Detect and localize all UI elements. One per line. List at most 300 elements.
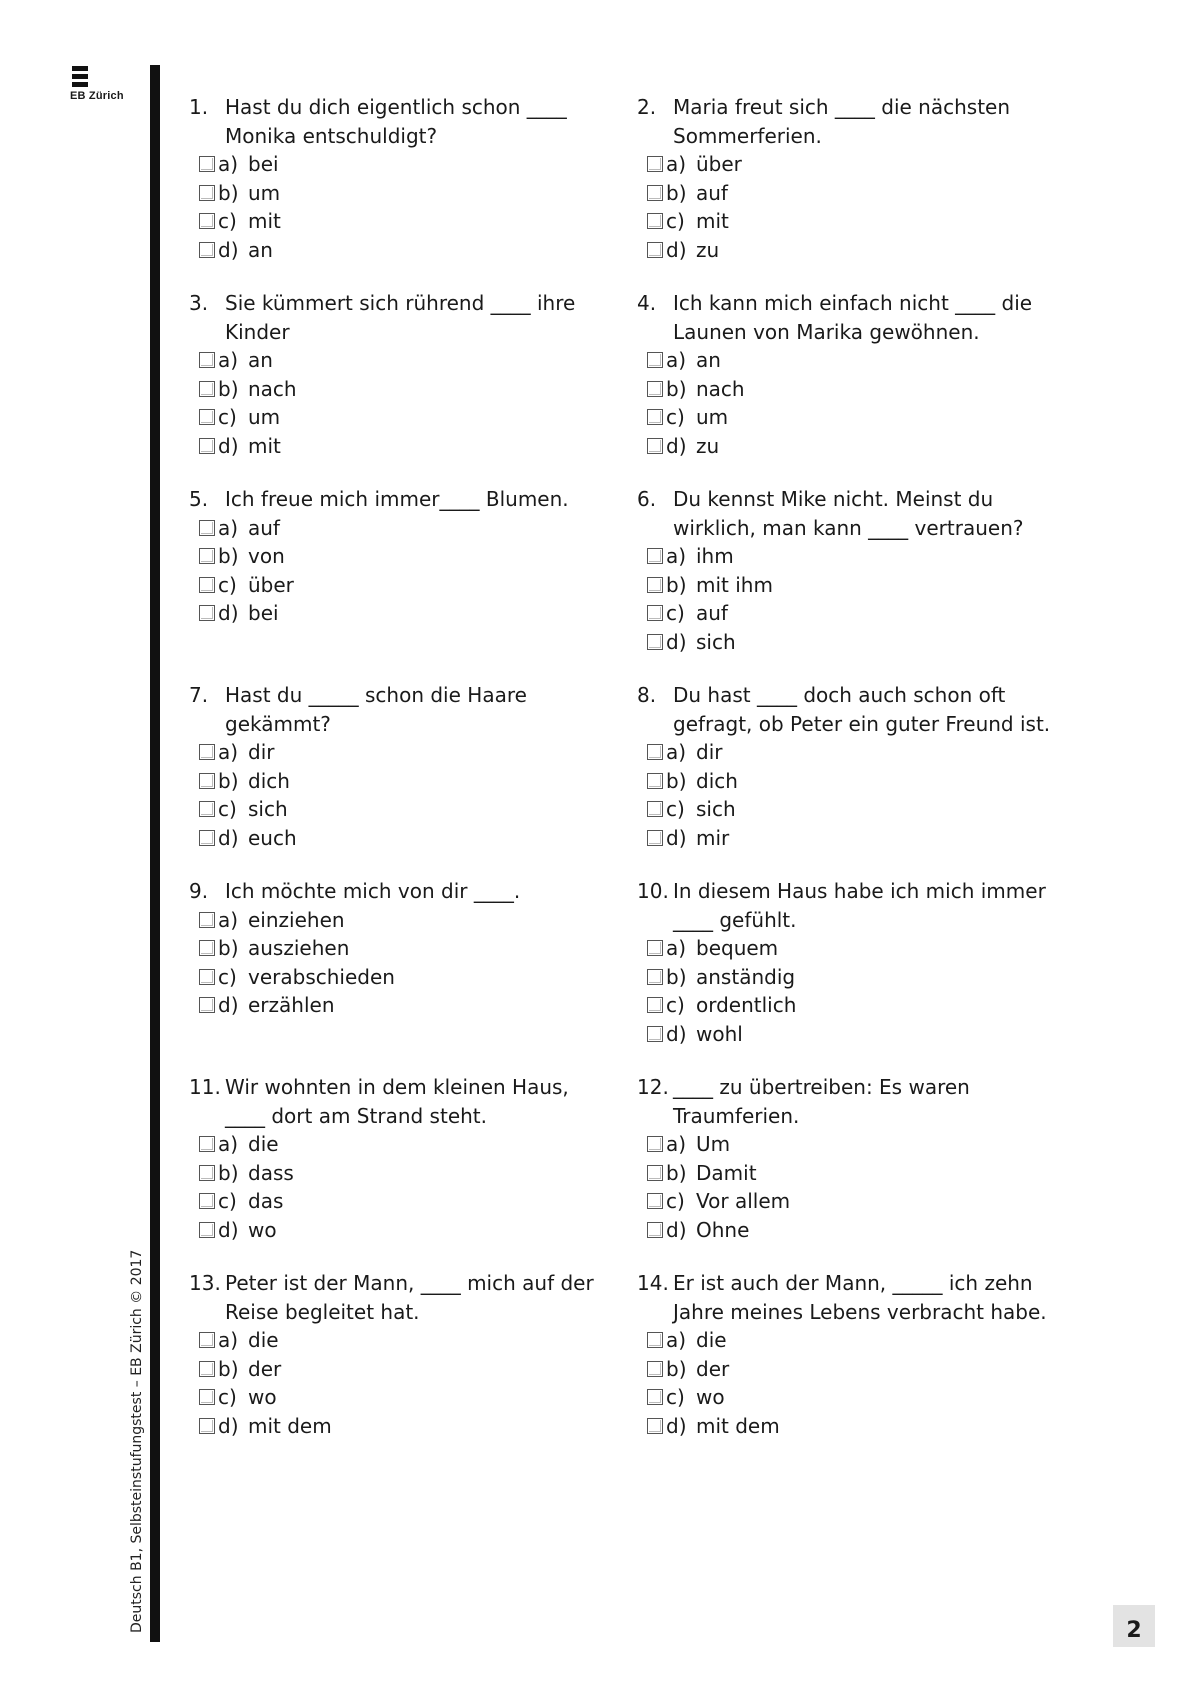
checkbox[interactable] [647,1332,663,1348]
checkbox[interactable] [647,744,663,760]
question-header [637,1269,1057,1326]
question-header [637,485,1057,542]
option-letter: a) [218,152,239,176]
option-text: mit [696,209,729,233]
answer-option[interactable] [199,1159,609,1188]
vertical-divider-bar [150,65,160,1642]
option-text: zu [696,433,720,458]
option-text: wo [248,1217,277,1242]
question-header [189,681,609,738]
question-number: 5. [189,487,209,511]
checkbox[interactable] [647,381,663,397]
option-text: einziehen [248,907,345,932]
checkbox[interactable] [647,185,663,201]
question-number: 1. [189,95,209,119]
question-header [637,681,1057,738]
question-11 [189,1073,609,1244]
option-letter: a) [666,544,687,568]
option-text: Ohne [696,1217,750,1242]
option-letter: a) [666,152,687,176]
option-text: über [248,572,294,597]
answer-option[interactable] [199,906,609,935]
answer-option[interactable] [647,432,1057,461]
answer-option[interactable] [199,767,609,796]
answer-option[interactable] [647,403,1057,432]
option-letter: c) [666,405,685,429]
checkbox[interactable] [199,213,215,229]
option-text: nach [696,376,745,401]
checkbox[interactable] [199,1222,215,1238]
checkbox[interactable] [647,605,663,621]
answer-option[interactable] [647,1130,1057,1159]
question-number: 7. [189,683,209,707]
option-letter: d) [666,825,687,850]
question-text: Hast du _____ schon die Haare gekämmt? [225,683,527,736]
answer-option[interactable] [199,403,609,432]
option-letter: b) [218,768,239,793]
checkbox[interactable] [647,997,663,1013]
option-text: nach [248,376,297,401]
answer-options [647,738,1057,852]
checkbox[interactable] [647,773,663,789]
option-letter: c) [218,1189,237,1213]
option-text: mit dem [696,1413,780,1438]
option-letter: b) [666,180,687,205]
logo-text: EB Zürich [70,90,124,102]
option-letter: c) [218,1385,237,1409]
question-12 [637,1073,1057,1244]
answer-option[interactable] [199,179,609,208]
checkbox[interactable] [199,438,215,454]
checkbox[interactable] [647,1026,663,1042]
answer-options [199,738,609,852]
checkbox[interactable] [199,773,215,789]
option-letter: d) [666,1021,687,1046]
answer-options [199,150,609,264]
option-letter: a) [218,1328,239,1352]
answer-option[interactable] [199,824,609,853]
question-number: 8. [637,683,657,707]
checkbox[interactable] [199,1389,215,1405]
option-letter: b) [666,1160,687,1185]
option-letter: d) [218,1413,239,1438]
option-text: um [248,180,281,205]
checkbox[interactable] [647,969,663,985]
answer-option[interactable] [647,150,1057,179]
option-text: die [696,1328,727,1352]
question-1 [189,93,609,264]
checkbox[interactable] [199,577,215,593]
checkbox[interactable] [199,352,215,368]
question-number: 12. [637,1075,669,1099]
option-text: Damit [696,1160,757,1185]
answer-option[interactable] [199,599,609,628]
option-text: ordentlich [696,993,797,1017]
question-text: Wir wohnten in dem kleinen Haus, ____ dort am Strand steht. [225,1075,569,1128]
answer-options [199,1130,609,1244]
option-letter: c) [218,797,237,821]
question-header [637,877,1057,934]
option-letter: d) [218,1217,239,1242]
question-number: 10. [637,879,669,903]
question-2 [637,93,1057,264]
option-letter: a) [666,936,687,960]
checkbox[interactable] [647,634,663,650]
answer-options [199,514,609,628]
answer-option[interactable] [199,934,609,963]
logo-icon [72,66,140,87]
answer-options [199,346,609,460]
question-text: ____ zu übertreiben: Es waren Traumferien. [673,1075,970,1128]
option-text: bequem [696,936,779,960]
checkbox[interactable] [199,1418,215,1434]
option-text: dich [248,768,290,793]
option-text: wohl [696,1021,743,1046]
option-text: ihm [696,544,734,568]
option-text: mit [248,433,281,458]
option-text: auf [696,180,728,205]
option-letter: a) [218,907,239,932]
question-header [189,877,609,906]
option-letter: b) [666,572,687,597]
checkbox[interactable] [199,940,215,956]
option-letter: d) [218,433,239,458]
answer-option[interactable] [199,1326,609,1355]
answer-option[interactable] [199,542,609,571]
question-text: Ich freue mich immer____ Blumen. [225,487,569,511]
option-letter: b) [666,768,687,793]
answer-option[interactable] [647,375,1057,404]
question-number: 14. [637,1271,669,1295]
answer-option[interactable] [647,571,1057,600]
answer-options [647,346,1057,460]
checkbox[interactable] [199,605,215,621]
answer-option[interactable] [199,432,609,461]
answer-options [199,906,609,1020]
answer-option[interactable] [199,207,609,236]
checkbox[interactable] [647,1165,663,1181]
checkbox[interactable] [647,801,663,817]
answer-option[interactable] [199,346,609,375]
answer-option[interactable] [647,824,1057,853]
question-number: 9. [189,879,209,903]
checkbox[interactable] [199,1136,215,1152]
option-text: sich [248,797,288,821]
page-number: 2 [1113,1605,1155,1647]
footer-text: Deutsch B1, Selbsteinstufungstest – EB Zürich © 2017 [129,1249,145,1633]
option-text: an [696,348,721,372]
answer-option[interactable] [647,1326,1057,1355]
checkbox[interactable] [647,438,663,454]
option-text: dir [696,740,723,764]
checkbox[interactable] [647,548,663,564]
option-letter: d) [666,629,687,654]
option-letter: d) [666,433,687,458]
answer-option[interactable] [199,963,609,992]
option-text: die [248,1328,279,1352]
option-letter: c) [666,1385,685,1409]
option-letter: d) [218,825,239,850]
answer-option[interactable] [199,1412,609,1441]
option-letter: d) [218,601,239,625]
option-letter: a) [666,348,687,372]
answer-option[interactable] [647,934,1057,963]
option-text: verabschieden [248,964,395,989]
question-header [189,289,609,346]
answer-option[interactable] [647,1412,1057,1441]
answer-option[interactable] [199,236,609,265]
answer-option[interactable] [199,1187,609,1216]
question-text: Maria freut sich ____ die nächsten Sommerferien. [673,95,1011,148]
option-text: bei [248,601,279,625]
answer-option[interactable] [647,963,1057,992]
checkbox[interactable] [199,997,215,1013]
option-text: die [248,1132,279,1156]
option-text: Vor allem [696,1189,791,1213]
answer-option[interactable] [647,1159,1057,1188]
checkbox[interactable] [647,577,663,593]
answer-option[interactable] [647,795,1057,824]
option-text: Um [696,1132,731,1156]
checkbox[interactable] [199,548,215,564]
question-6 [637,485,1057,656]
answer-option[interactable] [199,795,609,824]
question-number: 6. [637,487,657,511]
option-letter: c) [666,1189,685,1213]
answer-options [647,1326,1057,1440]
option-letter: a) [666,1328,687,1352]
option-letter: a) [666,740,687,764]
question-number: 13. [189,1271,221,1295]
option-letter: d) [218,993,239,1017]
checkbox[interactable] [647,1222,663,1238]
checkbox[interactable] [647,830,663,846]
checkbox[interactable] [199,409,215,425]
option-text: zu [696,237,720,262]
eb-zurich-logo [70,66,140,102]
option-text: sich [696,797,736,821]
option-text: auf [248,515,280,540]
option-letter: c) [666,797,685,821]
checkbox[interactable] [647,156,663,172]
answer-options [647,1130,1057,1244]
option-text: der [248,1356,282,1381]
option-text: bei [248,152,279,176]
option-letter: a) [218,515,239,540]
option-text: mit dem [248,1413,332,1438]
question-14 [637,1269,1057,1440]
option-letter: c) [218,964,237,989]
answer-option[interactable] [647,628,1057,657]
option-text: der [696,1356,730,1381]
checkbox[interactable] [199,156,215,172]
option-text: wo [248,1385,277,1409]
checkbox[interactable] [647,242,663,258]
option-letter: b) [218,180,239,205]
question-9 [189,877,609,1020]
question-text: Er ist auch der Mann, _____ ich zehn Jahre meines Lebens verbracht habe. [673,1271,1047,1324]
checkbox[interactable] [199,242,215,258]
answer-option[interactable] [199,738,609,767]
option-letter: d) [666,1217,687,1242]
question-header [637,93,1057,150]
option-letter: d) [666,237,687,262]
answer-option[interactable] [647,599,1057,628]
option-letter: b) [218,544,239,568]
checkbox[interactable] [647,1418,663,1434]
option-letter: b) [218,936,239,960]
answer-option[interactable] [199,150,609,179]
question-header [637,289,1057,346]
checkbox[interactable] [199,185,215,201]
question-number: 3. [189,291,209,315]
option-text: um [248,405,281,429]
question-4 [637,289,1057,460]
option-letter: a) [218,1132,239,1156]
question-number: 2. [637,95,657,119]
answer-option[interactable] [199,571,609,600]
question-text: Hast du dich eigentlich schon ____ Monika entschuldigt? [225,95,567,148]
option-letter: c) [218,572,237,597]
question-13 [189,1269,609,1440]
option-text: dich [696,768,738,793]
option-text: euch [248,825,297,850]
answer-option[interactable] [199,1383,609,1412]
question-header [189,1073,609,1130]
answer-options [647,150,1057,264]
answer-option[interactable] [647,991,1057,1020]
option-letter: b) [666,376,687,401]
checkbox[interactable] [199,520,215,536]
question-header [189,485,609,514]
option-letter: b) [218,1160,239,1185]
option-text: dass [248,1160,294,1185]
answer-option[interactable] [647,346,1057,375]
option-text: von [248,544,285,568]
answer-option[interactable] [647,1187,1057,1216]
answer-option[interactable] [199,1216,609,1245]
question-text: Sie kümmert sich rührend ____ ihre Kinder [225,291,576,344]
question-header [189,93,609,150]
checkbox[interactable] [199,912,215,928]
option-text: an [248,348,273,372]
answer-options [647,542,1057,656]
checkbox[interactable] [199,1193,215,1209]
checkbox[interactable] [647,940,663,956]
checkbox[interactable] [647,1361,663,1377]
answer-option[interactable] [199,514,609,543]
option-letter: b) [666,1356,687,1381]
checkbox[interactable] [199,801,215,817]
answer-options [199,1326,609,1440]
answer-option[interactable] [647,738,1057,767]
option-letter: a) [666,1132,687,1156]
question-header [189,1269,609,1326]
option-letter: b) [666,964,687,989]
question-text: Ich möchte mich von dir ____. [225,879,521,903]
checkbox[interactable] [647,1193,663,1209]
answer-option[interactable] [199,1355,609,1384]
answer-option[interactable] [647,542,1057,571]
option-text: an [248,237,273,262]
checkbox[interactable] [199,744,215,760]
answer-option[interactable] [199,991,609,1020]
checkbox[interactable] [199,969,215,985]
option-text: um [696,405,729,429]
option-letter: a) [218,348,239,372]
question-7 [189,681,609,852]
checkbox[interactable] [647,213,663,229]
question-text: Peter ist der Mann, ____ mich auf der Reise begleitet hat. [225,1271,594,1324]
answer-option[interactable] [647,236,1057,265]
question-5 [189,485,609,628]
option-letter: c) [218,209,237,233]
option-letter: b) [218,1356,239,1381]
option-text: über [696,152,742,176]
question-10 [637,877,1057,1048]
option-text: auf [696,601,728,625]
option-text: das [248,1189,284,1213]
checkbox[interactable] [647,352,663,368]
option-text: ausziehen [248,936,350,960]
question-3 [189,289,609,460]
answer-option[interactable] [647,1020,1057,1049]
answer-option[interactable] [647,1216,1057,1245]
answer-option[interactable] [647,207,1057,236]
question-text: In diesem Haus habe ich mich immer ____ gefühlt. [673,879,1046,932]
option-text: sich [696,629,736,654]
answer-option[interactable] [647,1383,1057,1412]
checkbox[interactable] [199,1165,215,1181]
option-text: mir [696,825,730,850]
question-number: 11. [189,1075,221,1099]
checkbox[interactable] [199,830,215,846]
checkbox[interactable] [199,1361,215,1377]
option-letter: b) [218,376,239,401]
answer-option[interactable] [199,1130,609,1159]
option-letter: d) [218,237,239,262]
checkbox[interactable] [199,1332,215,1348]
checkbox[interactable] [647,1136,663,1152]
checkbox[interactable] [647,1389,663,1405]
answer-option[interactable] [647,179,1057,208]
option-text: mit ihm [696,572,773,597]
question-text: Ich kann mich einfach nicht ____ die Launen von Marika gewöhnen. [673,291,1033,344]
option-letter: c) [666,993,685,1017]
question-text: Du kennst Mike nicht. Meinst du wirklich, man kann ____ vertrauen? [673,487,1024,540]
option-text: erzählen [248,993,335,1017]
option-text: dir [248,740,275,764]
question-number: 4. [637,291,657,315]
checkbox[interactable] [647,409,663,425]
answer-option[interactable] [199,375,609,404]
checkbox[interactable] [199,381,215,397]
option-letter: c) [666,209,685,233]
option-letter: d) [666,1413,687,1438]
question-text: Du hast ____ doch auch schon oft gefragt, ob Peter ein guter Freund ist. [673,683,1051,736]
answer-option[interactable] [647,1355,1057,1384]
option-letter: a) [218,740,239,764]
option-letter: c) [666,601,685,625]
option-letter: c) [218,405,237,429]
option-text: wo [696,1385,725,1409]
option-text: anständig [696,964,796,989]
answer-options [647,934,1057,1048]
question-8 [637,681,1057,852]
option-text: mit [248,209,281,233]
answer-option[interactable] [647,767,1057,796]
question-header [637,1073,1057,1130]
